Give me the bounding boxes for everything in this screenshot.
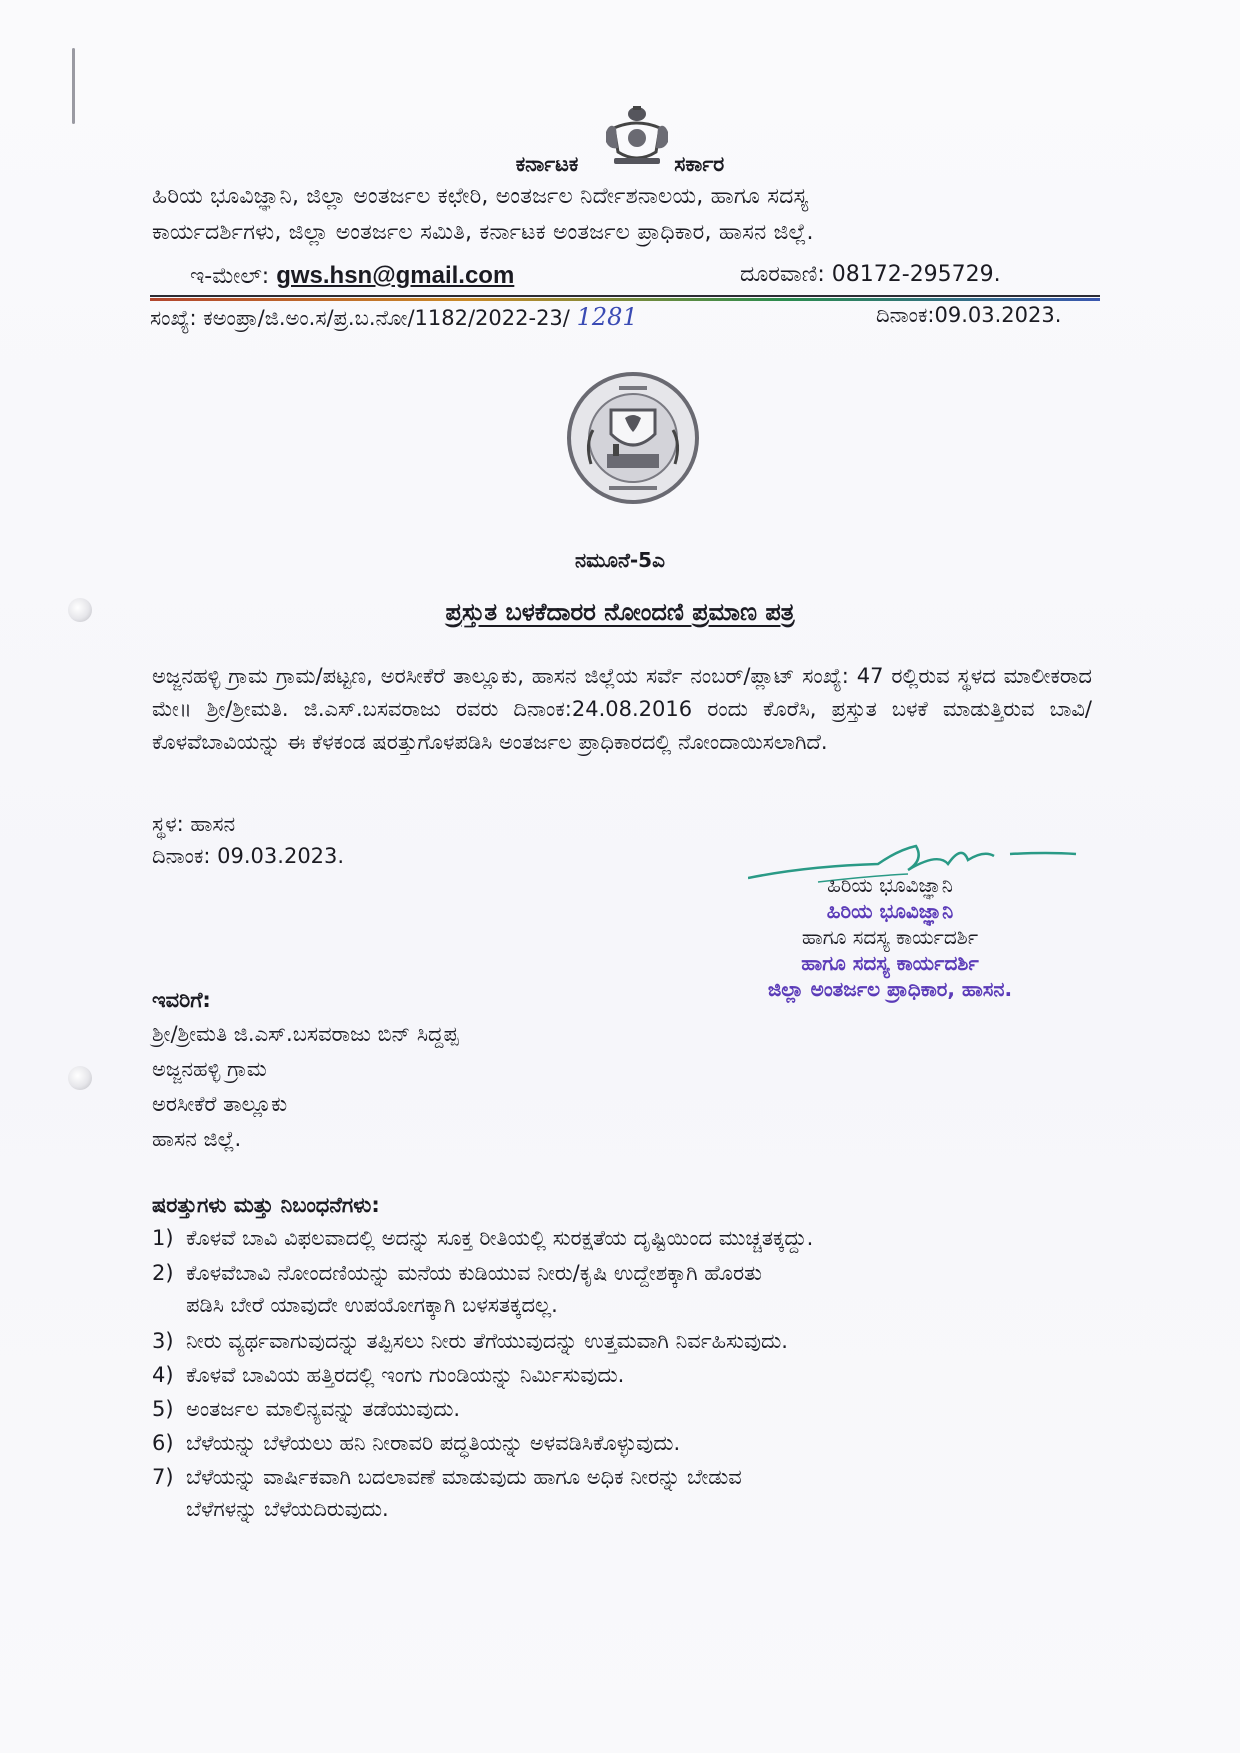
certificate-title: [0, 598, 1240, 626]
recipient-heading: ಇವರಿಗೆ:: [152, 988, 211, 1012]
authority-seal-icon: [563, 368, 703, 508]
header-government-title: [0, 152, 1240, 177]
recipient-line: ಅರಸೀಕೆರೆ ತಾಲ್ಲೂಕು: [152, 1092, 288, 1116]
scan-mark: [72, 48, 75, 124]
reference-date-value: 09.03.2023.: [934, 303, 1062, 327]
header-rule-dark: [150, 295, 1100, 297]
form-number: ನಮೂನೆ-5ಎ: [575, 548, 665, 572]
certificate-body: ಅಜ್ಜನಹಳ್ಳಿ ಗ್ರಾಮ ಗ್ರಾಮ/ಪಟ್ಟಣ, ಅರಸೀಕೆರೆ ತಾಲ್ಲೂಕು, ಹಾಸನ ಜಿಲ್ಲೆಯ ಸರ್ವೆ ನಂಬರ್/ಪ್ಲಾಟ್ ಸಂಖ್ಯೆ: 47 ರಲ್ಲಿರುವ ಸ್ಥಳದ ಮಾಲೀಕರಾದ ಮೇ॥ ಶ್ರೀ/ಶ್ರೀಮತಿ. ಜಿ.ಎಸ್.ಬಸವರಾಜು ರವರು ದಿನಾಂಕ:24.08.2016 ರಂದು ಕೊರೆಸಿ, ಪ್ರಸ್ತುತ ಬಳಕೆ ಮಾಡುತ್ತಿರುವ ಬಾವಿ/ಕೊಳವೆಬಾವಿಯನ್ನು ಈ ಕೆಳಕಂಡ ಷರತ್ತುಗೊಳಪಡಿಸಿ ಅಂತರ್ಜಲ ಪ್ರಾಧಿಕಾರದಲ್ಲಿ ನೋಂದಾಯಿಸಲಾಗಿದೆ.: [152, 664, 1092, 754]
reference-label: ಸಂಖ್ಯೆ:: [150, 306, 197, 330]
condition-text: ಬೆಳೆಯನ್ನು ಬೆಳೆಯಲು ಹನಿ ನೀರಾವರಿ ಪದ್ಧತಿಯನ್ನು ಅಳವಡಿಸಿಕೊಳ್ಳುವುದು.: [186, 1431, 681, 1455]
signatory-title-2: ಹಾಗೂ ಸದಸ್ಯ ಕಾರ್ಯದರ್ಶಿ: [801, 925, 979, 949]
signatory-title-1: ಹಿರಿಯ ಭೂವಿಜ್ಞಾನಿ: [827, 873, 953, 897]
condition-text: ನೀರು ವ್ಯರ್ಥವಾಗುವುದನ್ನು ತಪ್ಪಿಸಲು ನೀರು ತೆಗೆಯುವುದನ್ನು ಉತ್ತಮವಾಗಿ ನಿರ್ವಹಿಸುವುದು.: [186, 1329, 788, 1353]
condition-number: 5): [152, 1397, 174, 1421]
punch-hole-bottom: [68, 1066, 92, 1090]
condition-item: [152, 1393, 1102, 1425]
reference-date-label: ದಿನಾಂಕ:: [876, 303, 935, 327]
condition-item: [152, 1325, 1102, 1357]
condition-number: 2): [152, 1261, 174, 1285]
condition-text-continued: ಪಡಿಸಿ ಬೇರೆ ಯಾವುದೇ ಉಪಯೋಗಕ್ಕಾಗಿ ಬಳಸತಕ್ಕದಲ್ಲ.: [186, 1293, 558, 1317]
email-link[interactable]: gws.hsn@gmail.com: [276, 262, 515, 289]
condition-item: [152, 1427, 1102, 1459]
condition-number: 4): [152, 1363, 174, 1387]
condition-item: [152, 1359, 1102, 1391]
header-rule-color: [150, 298, 1100, 301]
stamp-title-1: ಹಿರಿಯ ಭೂವಿಜ್ಞಾನಿ: [826, 899, 954, 923]
handwritten-number: 1281: [576, 303, 638, 331]
phone-label: ದೂರವಾಣಿ:: [740, 262, 825, 287]
conditions-heading: ಷರತ್ತುಗಳು ಮತ್ತು ನಿಬಂಧನೆಗಳು:: [152, 1193, 380, 1217]
header-government-word: ಸರ್ಕಾರ: [674, 152, 725, 176]
condition-text: ಅಂತರ್ಜಲ ಮಾಲಿನ್ಯವನ್ನು ತಡೆಯುವುದು.: [186, 1397, 461, 1421]
condition-number: 3): [152, 1329, 174, 1353]
condition-text: ಬೆಳೆಯನ್ನು ವಾರ್ಷಿಕವಾಗಿ ಬದಲಾವಣೆ ಮಾಡುವುದು ಹಾಗೂ ಅಧಿಕ ನೀರನ್ನು ಬೇಡುವ: [186, 1465, 742, 1489]
condition-item: [152, 1461, 1102, 1525]
email-label: ಇ-ಮೇಲ್:: [190, 264, 270, 289]
recipient-line: ಶ್ರೀ/ಶ್ರೀಮತಿ ಜಿ.ಎಸ್.ಬಸವರಾಜು ಬಿನ್ ಸಿದ್ದಪ್ಪ: [152, 1022, 459, 1046]
recipient-line: ಅಜ್ಜನಹಳ್ಳಿ ಗ್ರಾಮ: [152, 1057, 267, 1081]
phone-row: [740, 262, 1001, 287]
condition-text-continued: ಬೆಳೆಗಳನ್ನು ಬೆಳೆಯದಿರುವುದು.: [186, 1497, 389, 1521]
signatory-block: [700, 872, 1080, 1002]
condition-item: [152, 1222, 1102, 1254]
condition-item: [152, 1257, 1102, 1321]
email-row: [190, 262, 514, 290]
reference-value: ಕಅಂಪ್ರಾ/ಜಿ.ಅಂ.ಸ/ಪ್ರ.ಬ.ನೋ/1182/2022-23/: [203, 306, 570, 330]
office-line-1: ಹಿರಿಯ ಭೂವಿಜ್ಞಾನಿ, ಜಿಲ್ಲಾ ಅಂತರ್ಜಲ ಕಛೇರಿ, ಅಂತರ್ಜಲ ನಿರ್ದೇಶನಾಲಯ, ಹಾಗೂ ಸದಸ್ಯ: [152, 184, 809, 209]
condition-text: ಕೊಳವೆ ಬಾವಿಯ ಹತ್ತಿರದಲ್ಲಿ ಇಂಗು ಗುಂಡಿಯನ್ನು ನಿರ್ಮಿಸುವುದು.: [186, 1363, 625, 1387]
date-line: ದಿನಾಂಕ: 09.03.2023.: [152, 844, 345, 868]
condition-text: ಕೊಳವೆ ಬಾವಿ ವಿಫಲವಾದಲ್ಲಿ ಅದನ್ನು ಸೂಕ್ತ ರೀತಿಯಲ್ಲಿ ಸುರಕ್ಷತೆಯ ದೃಷ್ಟಿಯಿಂದ ಮುಚ್ಚತಕ್ಕದ್ದು.: [186, 1226, 814, 1250]
header-state-name: ಕರ್ನಾಟಕ: [515, 152, 579, 176]
signatory-office: ಜಿಲ್ಲಾ ಅಂತರ್ಜಲ ಪ್ರಾಧಿಕಾರ, ಹಾಸನ.: [767, 977, 1013, 1001]
office-line-2: ಕಾರ್ಯದರ್ಶಿಗಳು, ಜಿಲ್ಲಾ ಅಂತರ್ಜಲ ಸಮಿತಿ, ಕರ್ನಾಟಕ ಅಂತರ್ಜಲ ಪ್ರಾಧಿಕಾರ, ಹಾಸನ ಜಿಲ್ಲೆ.: [152, 220, 814, 245]
stamp-title-2: ಹಾಗೂ ಸದಸ್ಯ ಕಾರ್ಯದರ್ಶಿ: [801, 951, 979, 975]
condition-number: 1): [152, 1226, 174, 1250]
condition-number: 7): [152, 1465, 174, 1489]
recipient-line: ಹಾಸನ ಜಿಲ್ಲೆ.: [152, 1127, 242, 1151]
condition-number: 6): [152, 1431, 174, 1455]
phone-value: 08172-295729.: [831, 262, 1001, 287]
condition-text: ಕೊಳವೆಬಾವಿ ನೋಂದಣಿಯನ್ನು ಮನೆಯ ಕುಡಿಯುವ ನೀರು/ಕೃಷಿ ಉದ್ದೇಶಕ್ಕಾಗಿ ಹೊರತು: [186, 1261, 762, 1285]
place-line: ಸ್ಥಳ: ಹಾಸನ: [152, 812, 236, 836]
reference-date: [876, 303, 1061, 328]
reference-number: [150, 303, 638, 331]
certificate-title-text: ಪ್ರಸ್ತುತ ಬಳಕೆದಾರರ ನೋಂದಣಿ ಪ್ರಮಾಣ ಪತ್ರ: [445, 598, 795, 626]
